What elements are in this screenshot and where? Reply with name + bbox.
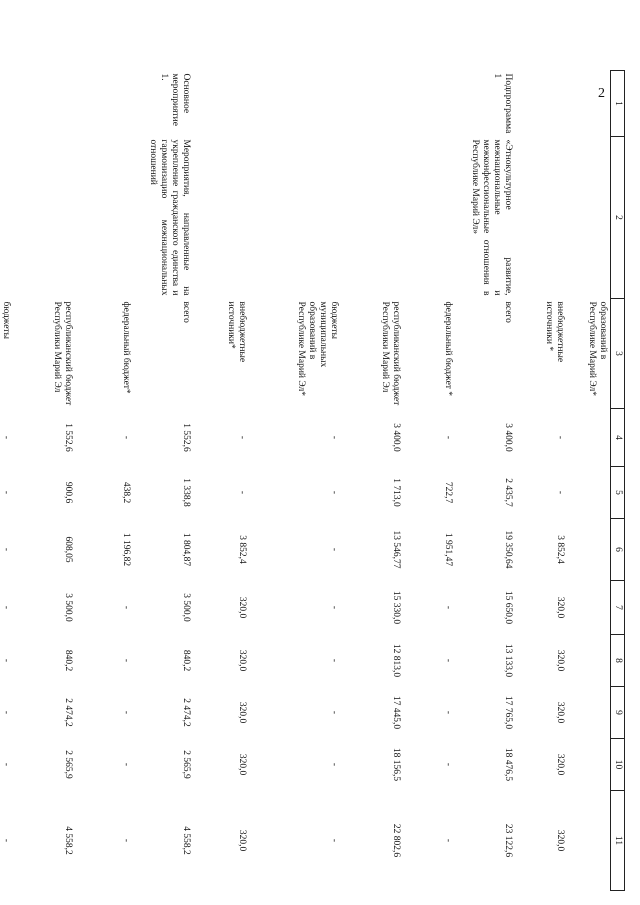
value-cell: - [0,762,11,767]
funding-source-cell: бюджеты муниципальных образований в Республике Марий Эл* [295,301,339,397]
col-header: 5 [611,467,625,519]
value-cell: - [328,435,339,440]
value-cell: 1 338,8 [180,478,191,507]
value-cell [567,791,611,891]
col-header: 11 [611,791,625,891]
program-cell [567,71,611,137]
funding-source-cell: внебюджетные источники* [225,301,247,363]
value-cell: - [328,710,339,715]
funding-source-cell: всего [180,301,191,323]
value-cell: 320,0 [554,649,565,672]
value-cell: - [442,762,453,767]
program-cell [249,71,341,137]
value-cell: 12 813,0 [390,643,401,678]
value-cell: - [0,605,11,610]
value-cell: - [0,435,11,440]
value-cell: 438,2 [120,481,131,504]
value-cell: 17 765,0 [502,695,513,730]
value-cell: 15 330,0 [390,590,401,625]
value-cell: - [120,838,131,843]
table-row [13,71,75,891]
program-title-cell [515,137,567,299]
value-cell: 18 156,5 [390,747,401,782]
value-cell: 18 476,5 [502,747,513,782]
value-cell: 1 552,6 [180,423,191,452]
funding-source-cell: федеральный бюджет * [442,301,453,397]
table-row [403,71,455,891]
program-cell: Основное мероприятие 1. [158,73,191,126]
table-row [515,71,567,891]
value-cell: 320,0 [554,596,565,619]
value-cell: 1 804,87 [180,532,191,567]
funding-source-cell: внебюджетные источники * [543,301,565,363]
program-title-cell: «Этнокультурное развитие, межнациональные и межконфессиональные отношения в Республике Марий Эл» [469,139,513,296]
col-header: 4 [611,409,625,467]
col-header: 10 [611,739,625,791]
value-cell: 22 802,6 [390,823,401,858]
funding-source-cell: федеральный бюджет* [120,301,131,394]
program-title-cell: Мероприятия, направленные на укрепление гражданского единства и гармонизацию межнациональных отношений [147,139,191,296]
funding-source-cell: республиканский бюджет Республики Марий Эл [379,301,401,406]
program-title-cell [13,137,75,299]
value-cell: 2 565,9 [62,750,73,779]
value-cell: 1 552,6 [62,423,73,452]
table-row [193,71,249,891]
program-title-cell [193,137,249,299]
value-cell [567,687,611,739]
value-cell: 840,2 [62,649,73,672]
value-cell: - [120,435,131,440]
value-cell: 3 400,0 [502,423,513,452]
col-header: 8 [611,635,625,687]
value-cell: - [554,490,565,495]
value-cell: - [0,710,11,715]
value-cell: 320,0 [236,701,247,724]
value-cell: 1 951,47 [442,532,453,567]
funding-source-cell: образований в Республике Марий Эл* [587,301,609,397]
value-cell: 1 713,0 [390,478,401,507]
funding-source-cell: республиканский бюджет Республики Марий Эл [51,301,73,406]
value-cell: 320,0 [236,753,247,776]
budget-table [0,70,625,891]
value-cell: - [0,547,11,552]
value-cell: - [328,605,339,610]
value-cell: 2 435,7 [502,478,513,507]
value-cell: 3 852,4 [236,535,247,564]
value-cell: 320,0 [554,829,565,852]
program-title-cell [249,137,341,299]
value-cell: 3 852,4 [554,535,565,564]
col-header: 3 [611,299,625,409]
value-cell: 2 474,2 [62,698,73,727]
value-cell: 320,0 [554,753,565,776]
value-cell: 320,0 [554,701,565,724]
value-cell: 1 196,82 [120,532,131,567]
value-cell: - [442,605,453,610]
program-cell [193,71,249,137]
value-cell: 19 350,64 [502,530,513,569]
value-cell: - [0,658,11,663]
value-cell: - [0,490,11,495]
table-row [75,71,133,891]
value-cell: 15 650,0 [502,590,513,625]
value-cell: 320,0 [236,829,247,852]
table-row [249,71,341,891]
value-cell: - [328,762,339,767]
col-header: 1 [611,71,625,137]
value-cell [567,635,611,687]
value-cell [567,519,611,581]
value-cell: 840,2 [180,649,191,672]
col-header: 9 [611,687,625,739]
value-cell: 17 445,0 [390,695,401,730]
value-cell: 320,0 [236,596,247,619]
value-cell [567,409,611,467]
col-header: 6 [611,519,625,581]
value-cell: - [0,838,11,843]
value-cell: 2 565,9 [180,750,191,779]
funding-source-cell: бюджеты [0,301,11,339]
value-cell: - [442,658,453,663]
page-number: 2 [598,86,605,101]
header-row [611,71,625,891]
program-cell: Подпрограмма 1 [491,73,513,134]
value-cell: 3 400,0 [390,423,401,452]
value-cell: - [442,435,453,440]
value-cell: - [236,435,247,440]
program-title-cell [341,137,403,299]
rotated-budget-table [0,70,625,890]
value-cell: 722,7 [442,481,453,504]
value-cell: 900,6 [62,481,73,504]
value-cell: 3 500,0 [180,593,191,622]
value-cell: - [120,710,131,715]
table-row [567,71,611,891]
value-cell [567,467,611,519]
program-title-cell [75,137,133,299]
program-cell [341,71,403,137]
value-cell: 320,0 [236,649,247,672]
program-cell [403,71,455,137]
value-cell: 4 558,2 [180,826,191,855]
program-title-cell [567,137,611,299]
value-cell: 3 500,0 [62,593,73,622]
program-cell [75,71,133,137]
funding-source-cell: всего [502,301,513,323]
table-row [0,71,13,891]
value-cell: 23 122,6 [502,823,513,858]
table-row [455,71,515,891]
value-cell: - [120,762,131,767]
value-cell: - [120,658,131,663]
value-cell: - [328,658,339,663]
value-cell: 608,05 [62,536,73,563]
value-cell: - [442,710,453,715]
value-cell: - [328,547,339,552]
value-cell: 13 546,77 [390,530,401,569]
table-row [133,71,193,891]
col-header: 2 [611,137,625,299]
program-title-cell [403,137,455,299]
value-cell: - [328,838,339,843]
value-cell: 4 558,2 [62,826,73,855]
value-cell: - [120,605,131,610]
col-header: 7 [611,581,625,635]
table-row [341,71,403,891]
value-cell: 13 133,0 [502,643,513,678]
value-cell: - [328,490,339,495]
program-cell [515,71,567,137]
value-cell: - [554,435,565,440]
program-cell [13,71,75,137]
program-title-cell [0,137,13,299]
value-cell: - [236,490,247,495]
value-cell [567,739,611,791]
value-cell [567,581,611,635]
value-cell: 2 474,2 [180,698,191,727]
program-cell [0,71,13,137]
value-cell: - [442,838,453,843]
